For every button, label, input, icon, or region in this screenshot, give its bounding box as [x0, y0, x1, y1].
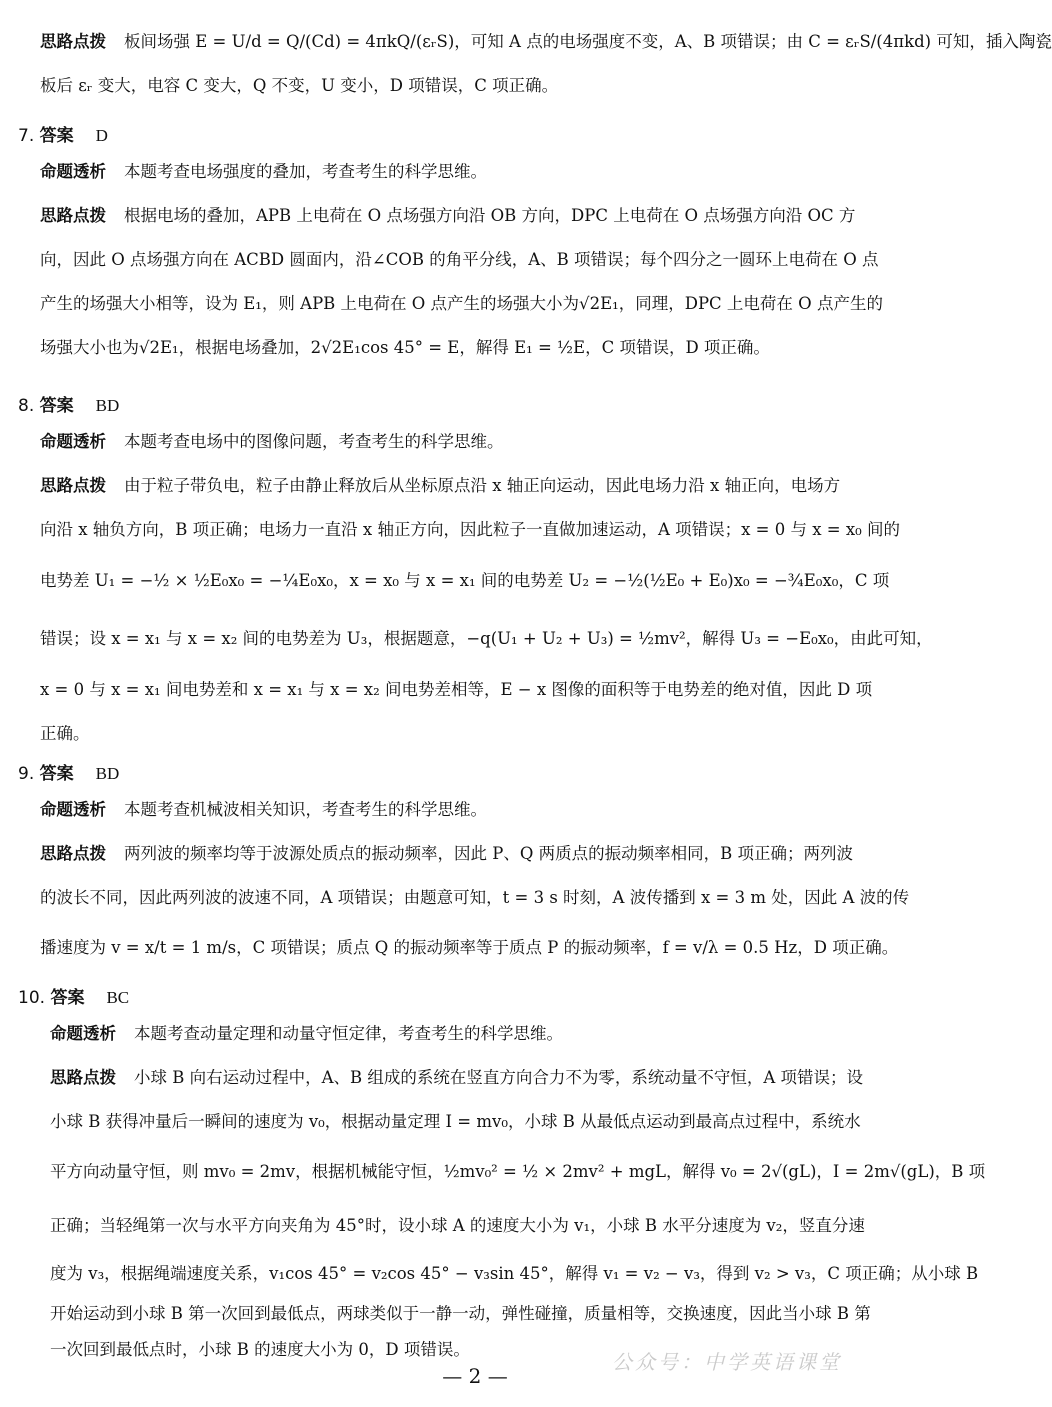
question-9 — [0, 760, 950, 976]
answer-header: 8. 答案 BD — [18, 396, 120, 416]
analysis-line-2: 小球 B 获得冲量后一瞬间的速度为 v₀，根据动量定理 I = mv₀，小球 B 从最低点运动到最高点过程中，系统水 — [50, 1112, 861, 1131]
question-8 — [0, 392, 950, 756]
analysis-line-5: x = 0 与 x = x₁ 间电势差和 x = x₁ 与 x = x₂ 间电势差相等，E − x 图像的面积等于电势差的绝对值，因此 D 项 — [40, 680, 873, 699]
analysis-line-6: 开始运动到小球 B 第一次回到最低点，两球类似于一静一动，弹性碰撞，质量相等，交换速度，因此当小球 B 第 — [50, 1304, 871, 1323]
analysis-line-1: 思路点拨 根据电场的叠加，APB 上电荷在 O 点场强方向沿 OB 方向，DPC 上电荷在 O 点场强方向沿 OC 方 — [40, 206, 856, 225]
analysis-line-4: 场强大小也为√2E₁，根据电场叠加，2√2E₁cos 45° = E，解得 E₁ = ½E，C 项错误，D 项正确。 — [40, 338, 770, 357]
analysis-line-4: 错误；设 x = x₁ 与 x = x₂ 间的电势差为 U₃，根据题意，−q(U₁ + U₂ + U₃) = ½mv²，解得 U₃ = −E₀x₀，由此可知， — [40, 629, 933, 648]
watermark-text: 公众号：中学英语课堂 — [612, 1350, 842, 1374]
analysis-line-3: 平方向动量守恒，则 mv₀ = 2mv，根据机械能守恒，½mv₀² = ½ × 2mv² + mgL，解得 v₀ = 2√(gL)，I = 2m√(gL)，B 项 — [50, 1162, 986, 1181]
analysis-line-4: 正确；当轻绳第一次与水平方向夹角为 45°时，设小球 A 的速度大小为 v₁，小球 B 水平分速度为 v₂，竖直分速 — [50, 1216, 865, 1235]
intent-line: 命题透析 本题考查电场中的图像问题，考查考生的科学思维。 — [40, 432, 504, 451]
analysis-line-3: 电势差 U₁ = −½ × ½E₀x₀ = −¼E₀x₀，x = x₀ 与 x = x₁ 间的电势差 U₂ = −½(½E₀ + E₀)x₀ = −¾E₀x₀，C 项 — [40, 571, 890, 590]
answer-header: 9. 答案 BD — [18, 764, 120, 784]
intent-line: 命题透析 本题考查机械波相关知识，考查考生的科学思维。 — [40, 800, 487, 819]
analysis-line-7: 一次回到最低点时，小球 B 的速度大小为 0，D 项错误。 — [50, 1340, 470, 1359]
analysis-label: 思路点拨 — [40, 32, 106, 51]
answer-header: 7. 答案 D — [18, 126, 108, 146]
question-10 — [0, 984, 986, 1368]
top-analysis-line-2: 板后 εᵣ 变大，电容 C 变大，Q 不变，U 变小，D 项错误，C 项正确。 — [40, 76, 559, 95]
analysis-line-3: 播速度为 v = x/t = 1 m/s，C 项错误；质点 Q 的振动频率等于质点 P 的振动频率，f = v/λ = 0.5 Hz，D 项正确。 — [40, 938, 899, 957]
top-analysis-line-1: 思路点拨 板间场强 E = U/d = Q/(Cd) = 4πkQ/(εᵣS)，可知 A 点的电场强度不变，A、B 项错误；由 C = εᵣS/(4πkd) 可知，插入陶瓷 — [40, 32, 1052, 51]
analysis-line-1: 思路点拨 两列波的频率均等于波源处质点的振动频率，因此 P、Q 两质点的振动频率相同，B 项正确；两列波 — [40, 844, 853, 863]
answer-value: D — [95, 126, 108, 145]
answer-value: BC — [106, 988, 130, 1007]
analysis-line-2: 的波长不同，因此两列波的波速不同，A 项错误；由题意可知，t = 3 s 时刻，A 波传播到 x = 3 m 处，因此 A 波的传 — [40, 888, 910, 907]
analysis-line-5: 度为 v₃，根据绳端速度关系，v₁cos 45° = v₂cos 45° − v₃sin 45°，解得 v₁ = v₂ − v₃，得到 v₂ > v₃，C 项正确；从小球 B — [50, 1264, 979, 1283]
answer-value: BD — [95, 396, 120, 415]
intent-line: 命题透析 本题考查电场强度的叠加，考查考生的科学思维。 — [40, 162, 487, 181]
analysis-line-1: 思路点拨 由于粒子带负电，粒子由静止释放后从坐标原点沿 x 轴正向运动，因此电场力沿 x 轴正向，电场方 — [40, 476, 841, 495]
analysis-line-2: 向，因此 O 点场强方向在 ACBD 圆面内，沿∠COB 的角平分线，A、B 项错误；每个四分之一圆环上电荷在 O 点 — [40, 250, 879, 269]
analysis-line-3: 产生的场强大小相等，设为 E₁，则 APB 上电荷在 O 点产生的场强大小为√2E₁，同理，DPC 上电荷在 O 点产生的 — [40, 294, 883, 313]
intent-line: 命题透析 本题考查动量定理和动量守恒定律，考查考生的科学思维。 — [50, 1024, 563, 1043]
analysis-line-1: 思路点拨 小球 B 向右运动过程中，A、B 组成的系统在竖直方向合力不为零，系统动量不守恒，A 项错误；设 — [50, 1068, 864, 1087]
analysis-line-2: 向沿 x 轴负方向，B 项正确；电场力一直沿 x 轴正方向，因此粒子一直做加速运动，A 项错误；x = 0 与 x = x₀ 间的 — [40, 520, 901, 539]
page-number: — 2 — — [442, 1364, 508, 1388]
top-analysis — [0, 20, 1052, 108]
question-7 — [0, 122, 950, 370]
answer-value: BD — [95, 764, 120, 783]
analysis-line-6: 正确。 — [40, 724, 90, 743]
answer-header: 10. 答案 BC — [18, 988, 130, 1008]
